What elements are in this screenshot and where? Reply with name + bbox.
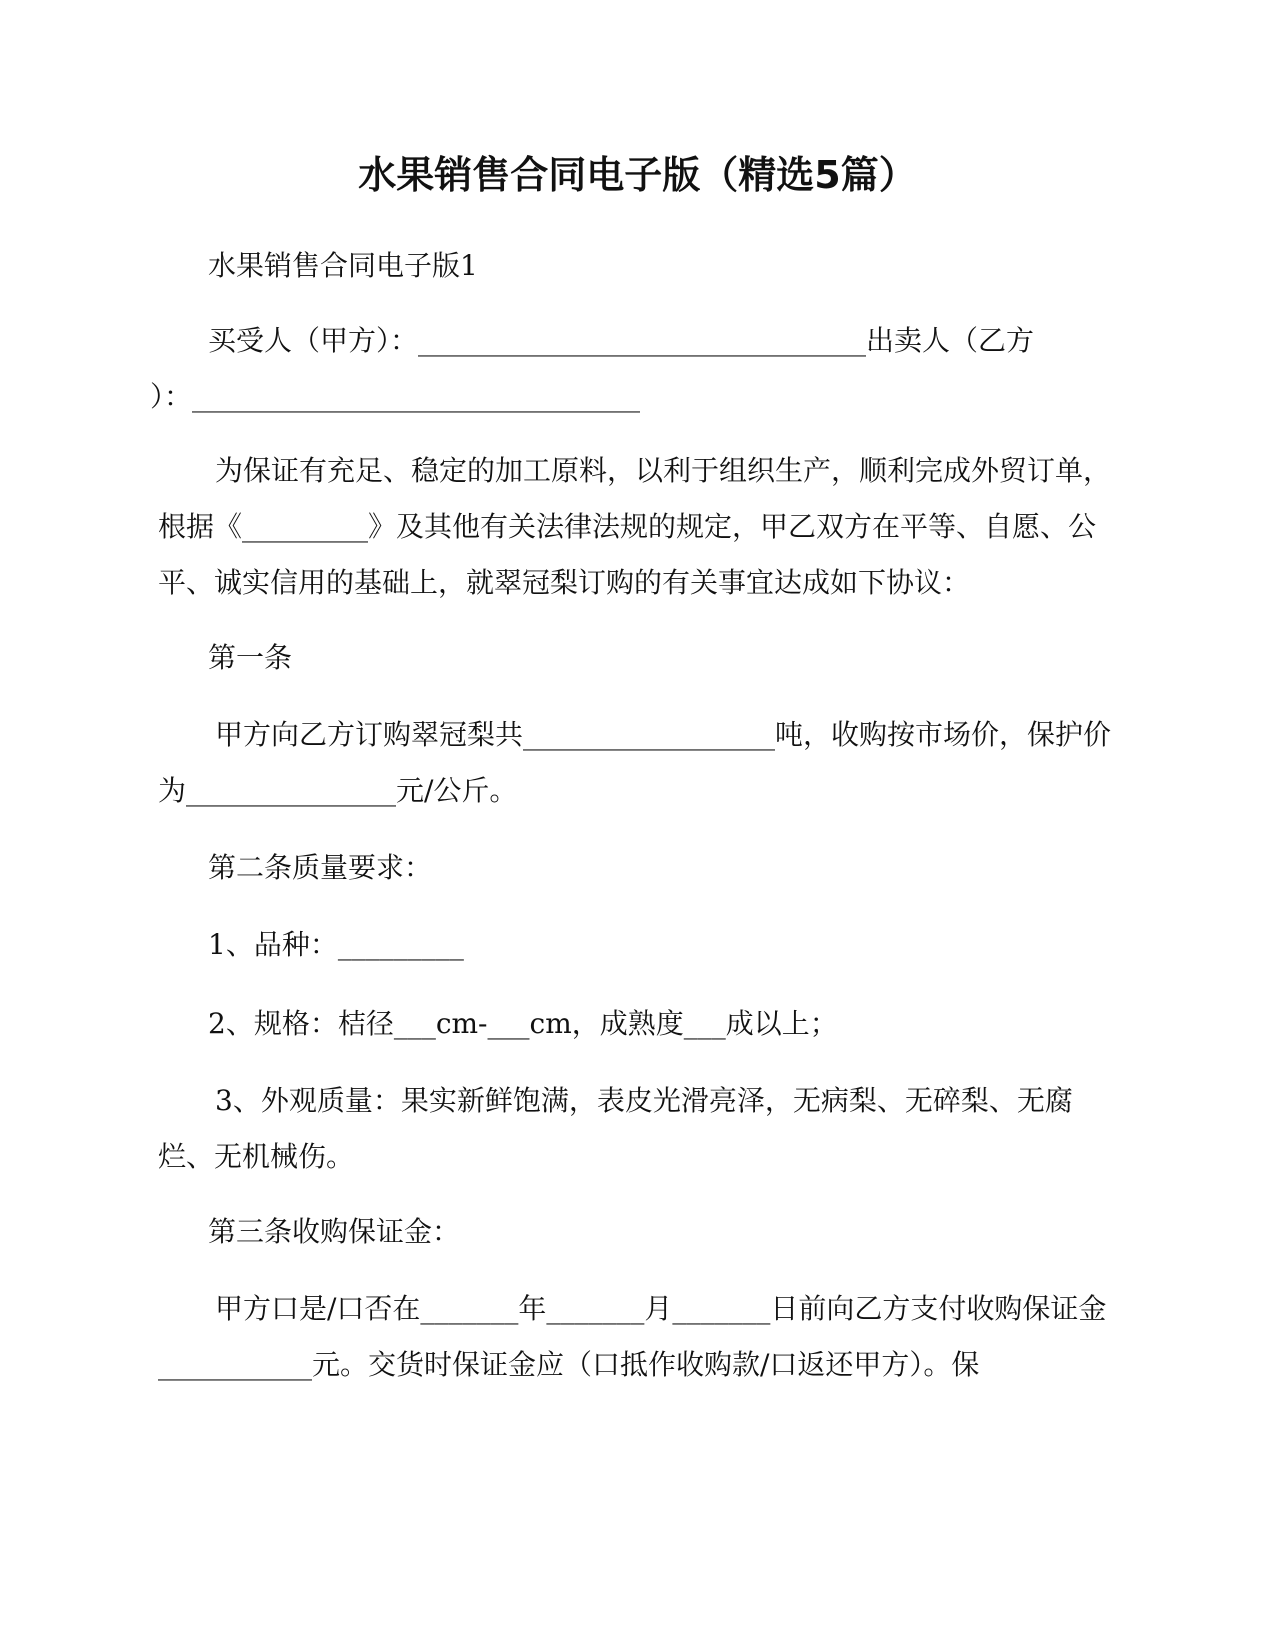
intro-paragraph: 为保证有充足、稳定的加工原料，以利于组织生产，顺利完成外贸订单，根据《_________》及其他有关法律法规的规定，甲乙双方在平等、自愿、公平、诚实信用的基础上，就翠冠梨订购的有关事宜达成如下协议： [158,454,1112,599]
quality-item-variety: 1、品种：_________ [208,928,464,961]
document-title: 水果销售合同电子版（精选5篇） [358,153,917,197]
article-3-heading: 第三条收购保证金： [208,1215,461,1248]
article-3-text: 甲方口是/口否在_______年_______月_______日前向乙方支付收购保证金___________元。交货时保证金应（口抵作收购款/口返还甲方）。保 [158,1292,1107,1381]
article-2-heading: 第二条质量要求： [208,851,433,884]
parties-line-2: ）：________________________________ [150,380,641,413]
quality-item-appearance: 3、外观质量：果实新鲜饱满，表皮光滑亮泽，无病梨、无碎梨、无腐烂、无机械伤。 [158,1084,1073,1173]
article-1-heading: 第一条 [208,641,293,674]
article-1-text: 甲方向乙方订购翠冠梨共__________________吨，收购按市场价，保护价为_______________元/公斤。 [158,718,1112,807]
quality-item-spec: 2、规格：桔径___cm-___cm，成熟度___成以上； [208,1007,838,1040]
document-subtitle: 水果销售合同电子版1 [208,249,478,282]
parties-line-1: 买受人（甲方）：________________________________出卖人（乙方 [208,324,1035,357]
